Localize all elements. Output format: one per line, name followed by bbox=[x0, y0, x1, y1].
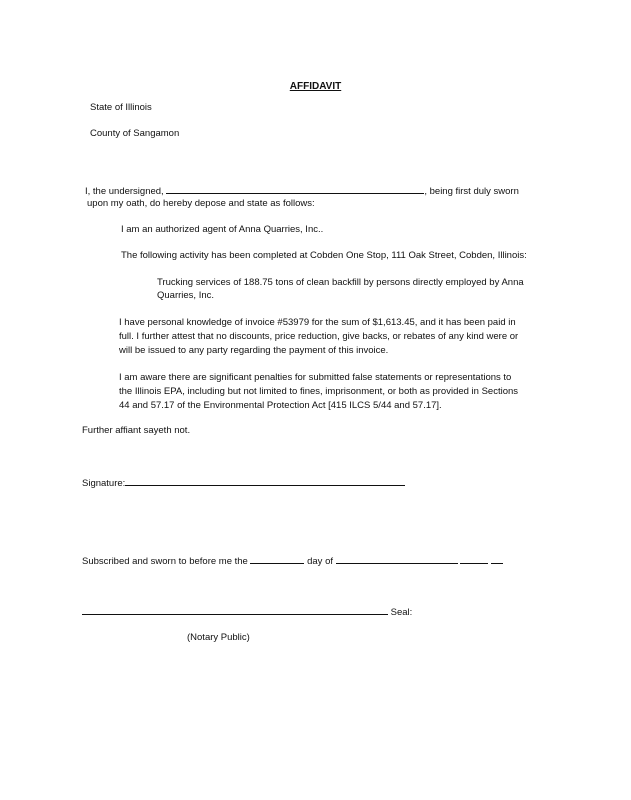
signature-blank[interactable] bbox=[125, 476, 405, 486]
paragraph-services-line-1: Trucking services of 188.75 tons of clean backfill by persons directly employed by Anna bbox=[157, 277, 524, 288]
paragraph-penalties-line-3: 44 and 57.17 of the Environmental Protection Act [415 ILCS 5/44 and 57.17]. bbox=[119, 400, 442, 411]
month-blank[interactable] bbox=[336, 554, 458, 564]
notary-row bbox=[82, 605, 412, 619]
seal-label: Seal: bbox=[390, 607, 413, 618]
name-blank[interactable] bbox=[166, 184, 424, 194]
document-title: AFFIDAVIT bbox=[289, 81, 342, 92]
paragraph-penalties-line-2: the Illinois EPA, including but not limited to fines, imprisonment, or both as provided in Sections bbox=[119, 386, 519, 397]
signature-row bbox=[82, 476, 405, 490]
further-affiant: Further affiant sayeth not. bbox=[82, 425, 191, 436]
paragraph-invoice-line-1: I have personal knowledge of invoice #53979 for the sum of $1,613.45, and it has been paid in bbox=[119, 317, 516, 328]
intro-line-2: upon my oath, do hereby depose and state as follows: bbox=[87, 198, 315, 209]
paragraph-agent: I am an authorized agent of Anna Quarries, Inc.. bbox=[121, 224, 324, 235]
subscribed-label: Subscribed and sworn to before me the bbox=[82, 556, 248, 567]
year-suffix-blank[interactable] bbox=[491, 554, 503, 564]
intro-line-1 bbox=[85, 184, 519, 198]
day-of-label: day of bbox=[307, 556, 333, 567]
paragraph-invoice-line-3: will be issued to any party regarding the payment of this invoice. bbox=[119, 345, 389, 356]
intro-start: I, the undersigned, bbox=[85, 186, 164, 197]
intro-end: , being first duly sworn bbox=[424, 186, 519, 197]
paragraph-penalties-line-1: I am aware there are significant penalties for submitted false statements or representations to bbox=[119, 372, 512, 383]
year-blank[interactable] bbox=[460, 554, 488, 564]
notary-signature-blank[interactable] bbox=[82, 605, 388, 615]
subscribed-row bbox=[82, 554, 503, 568]
paragraph-services-line-2: Quarries, Inc. bbox=[157, 290, 215, 301]
day-blank[interactable] bbox=[250, 554, 304, 564]
notary-public-label: (Notary Public) bbox=[187, 632, 250, 643]
county-line: County of Sangamon bbox=[90, 128, 180, 139]
signature-label: Signature: bbox=[82, 478, 126, 489]
paragraph-invoice-line-2: full. I further attest that no discounts, price reduction, give backs, or rebates of any kind were or bbox=[119, 331, 519, 342]
paragraph-activity: The following activity has been completed at Cobden One Stop, 111 Oak Street, Cobden, Illinois: bbox=[121, 250, 527, 261]
state-line: State of Illinois bbox=[90, 102, 152, 113]
